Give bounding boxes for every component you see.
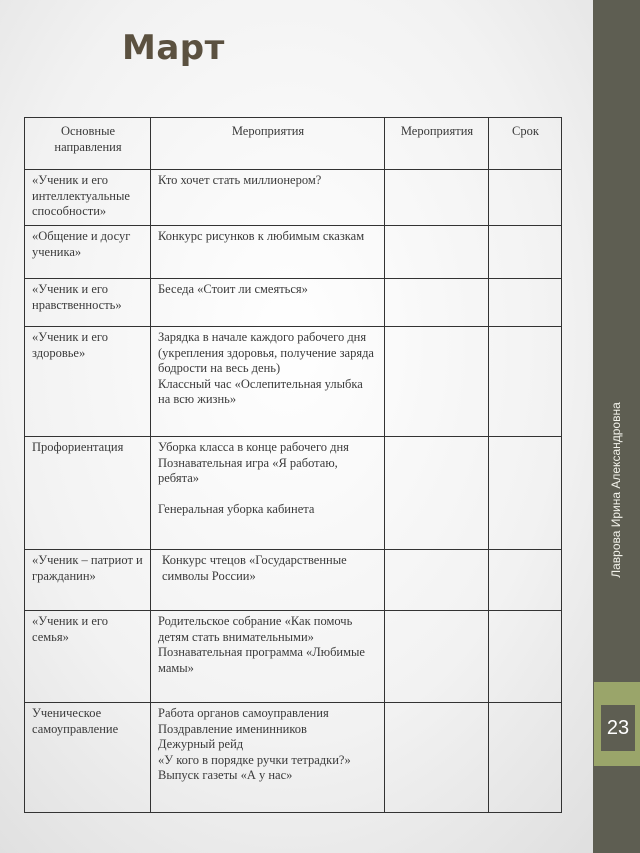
event-line: «У кого в порядке ручки тетрадки?» bbox=[158, 752, 351, 767]
deadline-cell bbox=[489, 703, 562, 813]
event-line: Зарядка в начале каждого рабочего дня (укрепления здоровья, получение заряда бодрости на весь день) bbox=[158, 330, 374, 375]
event-line: Познавательная программа «Любимые мамы» bbox=[158, 645, 365, 675]
blank-line bbox=[158, 487, 378, 502]
table-row bbox=[25, 226, 562, 279]
events-cell-2 bbox=[385, 170, 489, 226]
events-cell-2 bbox=[385, 703, 489, 813]
table-row bbox=[25, 437, 562, 550]
page-title: Март bbox=[122, 28, 225, 68]
events-cell bbox=[151, 703, 385, 813]
event-line: Родительское собрание «Как помочь детям стать внимательными» bbox=[158, 614, 353, 644]
header-events-2: Мероприятия bbox=[385, 118, 489, 170]
event-line: Конкурс чтецов «Государственные символы России» bbox=[162, 553, 347, 583]
events-cell bbox=[151, 170, 385, 226]
direction-cell: Профориентация bbox=[25, 437, 151, 550]
header-deadline: Срок bbox=[489, 118, 562, 170]
header-directions: Основные направления bbox=[25, 118, 151, 170]
deadline-cell bbox=[489, 170, 562, 226]
event-line: Классный час «Ослепительная улыбка на всю жизнь» bbox=[158, 376, 363, 406]
plan-table bbox=[24, 117, 562, 813]
deadline-cell bbox=[489, 226, 562, 279]
table-row bbox=[25, 170, 562, 226]
table-row bbox=[25, 327, 562, 437]
events-cell bbox=[151, 437, 385, 550]
deadline-cell bbox=[489, 279, 562, 327]
event-line: Выпуск газеты «А у нас» bbox=[158, 768, 293, 782]
event-line: Конкурс рисунков к любимым сказкам bbox=[158, 229, 365, 243]
events-cell bbox=[151, 611, 385, 703]
direction-cell: «Общение и досуг ученика» bbox=[25, 226, 151, 279]
events-cell bbox=[151, 279, 385, 327]
deadline-cell bbox=[489, 327, 562, 437]
event-line: Дежурный рейд bbox=[158, 737, 244, 751]
direction-cell: «Ученик и его интеллектуальные способности» bbox=[25, 170, 151, 226]
events-cell bbox=[151, 327, 385, 437]
deadline-cell bbox=[489, 611, 562, 703]
direction-cell: «Ученик и его семья» bbox=[25, 611, 151, 703]
event-line: Беседа «Стоит ли смеяться» bbox=[158, 282, 308, 296]
events-cell-2 bbox=[385, 437, 489, 550]
events-cell bbox=[151, 226, 385, 279]
event-line: Уборка класса в конце рабочего дня bbox=[158, 440, 349, 454]
header-events: Мероприятия bbox=[151, 118, 385, 170]
event-line: Генеральная уборка кабинета bbox=[158, 501, 315, 516]
events-cell-2 bbox=[385, 279, 489, 327]
events-cell bbox=[151, 550, 385, 611]
direction-cell: «Ученик и его здоровье» bbox=[25, 327, 151, 437]
events-cell-2 bbox=[385, 226, 489, 279]
direction-cell: Ученическое самоуправление bbox=[25, 703, 151, 813]
table-row bbox=[25, 279, 562, 327]
author-name: Лаврова Ирина Александровна bbox=[609, 402, 623, 578]
table-row bbox=[25, 611, 562, 703]
table-row bbox=[25, 703, 562, 813]
direction-cell: «Ученик и его нравственность» bbox=[25, 279, 151, 327]
direction-cell: «Ученик – патриот и гражданин» bbox=[25, 550, 151, 611]
events-cell-2 bbox=[385, 327, 489, 437]
event-line: Познавательная игра «Я работаю, ребята» bbox=[158, 455, 338, 485]
events-cell-2 bbox=[385, 550, 489, 611]
page-number: 23 bbox=[601, 705, 635, 751]
table-header-row bbox=[25, 118, 562, 170]
event-line: Кто хочет стать миллионером? bbox=[158, 173, 322, 187]
event-line: Работа органов самоуправления bbox=[158, 706, 329, 720]
deadline-cell bbox=[489, 550, 562, 611]
deadline-cell bbox=[489, 437, 562, 550]
events-cell-2 bbox=[385, 611, 489, 703]
table-row bbox=[25, 550, 562, 611]
event-line: Поздравление именинников bbox=[158, 721, 307, 736]
